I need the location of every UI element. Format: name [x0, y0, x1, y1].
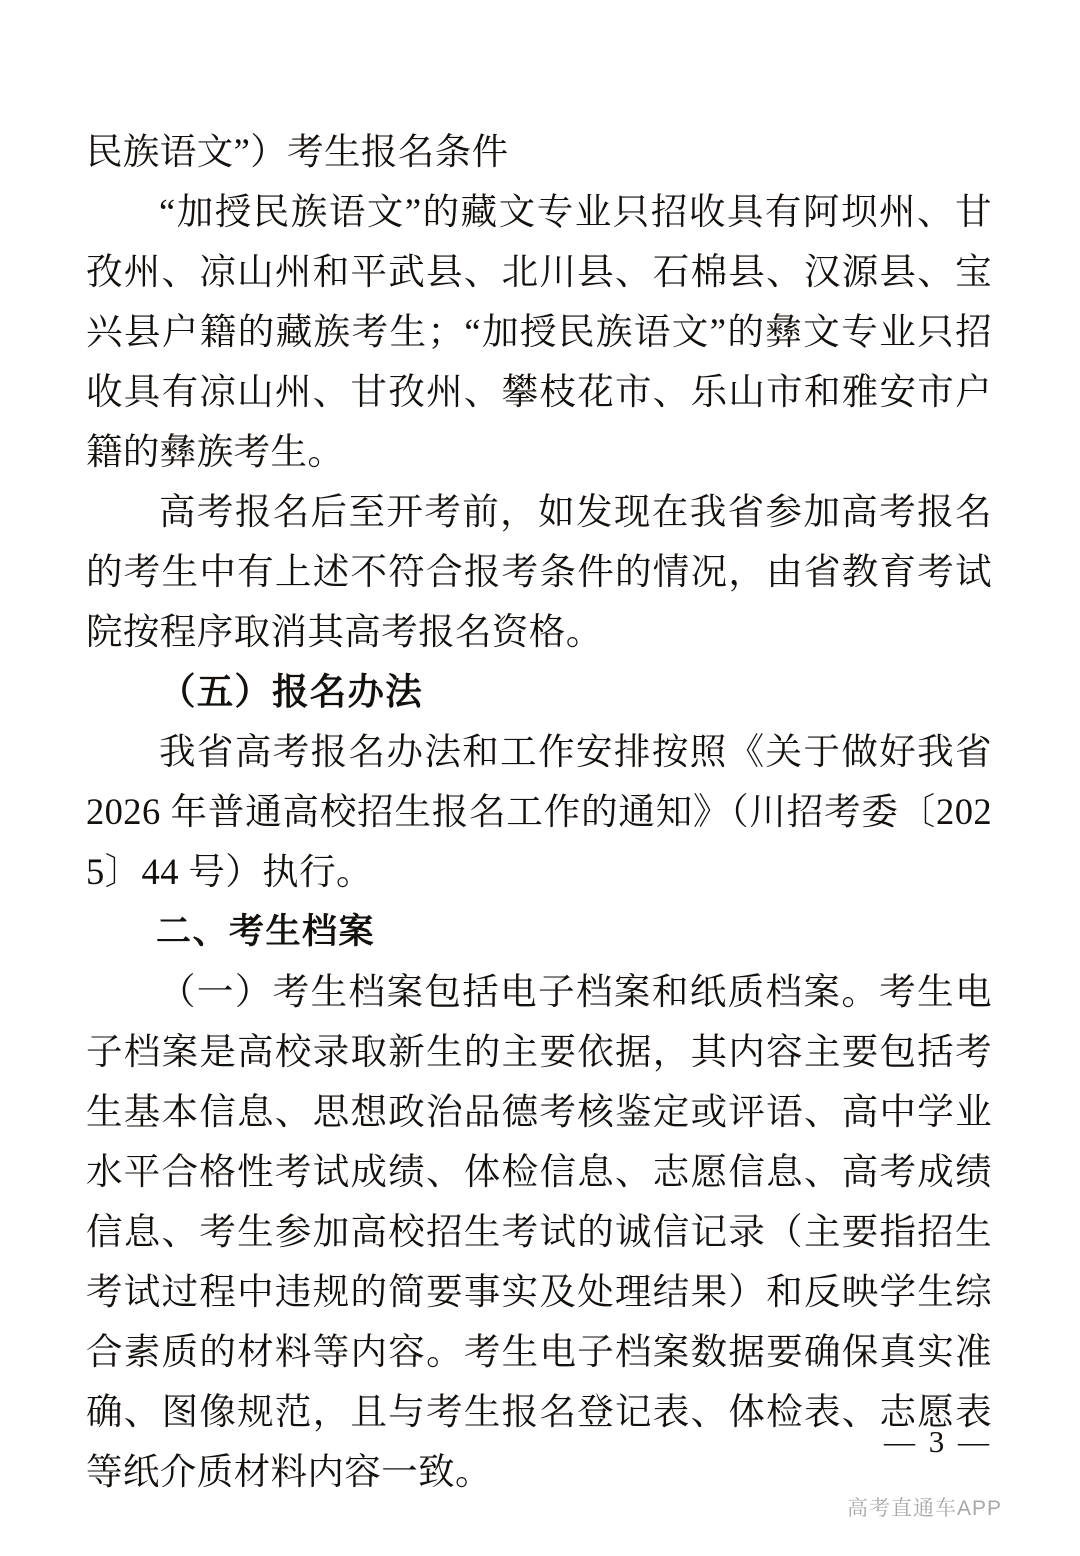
paragraph-continued-registration-conditions: 民族语文”）考生报名条件	[86, 131, 509, 172]
heading-registration-method: （五）报名办法	[159, 671, 423, 712]
document-text-column	[86, 122, 992, 1502]
page-number: — 3 —	[884, 1424, 992, 1459]
watermark-label: 高考直通车APP	[846, 1497, 1002, 1520]
paragraph-minority-language-majors: “加授民族语文”的藏文专业只招收具有阿坝州、甘孜州、凉山州和平武县、北川县、石棉县、汉源县、宝兴县户籍的藏族考生；“加授民族语文”的彝文专业只招收具有凉山州、甘孜州、攀枝花市、乐山市和雅安市户籍的彝族考生。	[86, 191, 992, 472]
heading-candidate-archives: 二、考生档案	[156, 912, 376, 951]
paragraph-electronic-and-paper-archives: （一）考生档案包括电子档案和纸质档案。考生电子档案是高校录取新生的主要依据，其内容主要包括考生基本信息、思想政治品德考核鉴定或评语、高中学业水平合格性考试成绩、体检信息、志愿信息、高考成绩信息、考生参加高校招生考试的诚信记录（主要指招生考试过程中违规的简要事实及处理结果）和反映学生综合素质的材料等内容。考生电子档案数据要确保真实准确、图像规范，且与考生报名登记表、体检表、志愿表等纸介质材料内容一致。	[86, 971, 992, 1492]
paragraph-registration-notice-reference: 我省高考报名办法和工作安排按照《关于做好我省 2026 年普通高校招生报名工作的通知》（川招考委〔2025〕44 号）执行。	[86, 731, 992, 892]
paragraph-disqualification-rule: 高考报名后至开考前，如发现在我省参加高考报名的考生中有上述不符合报考条件的情况，由省教育考试院按程序取消其高考报名资格。	[86, 491, 992, 652]
